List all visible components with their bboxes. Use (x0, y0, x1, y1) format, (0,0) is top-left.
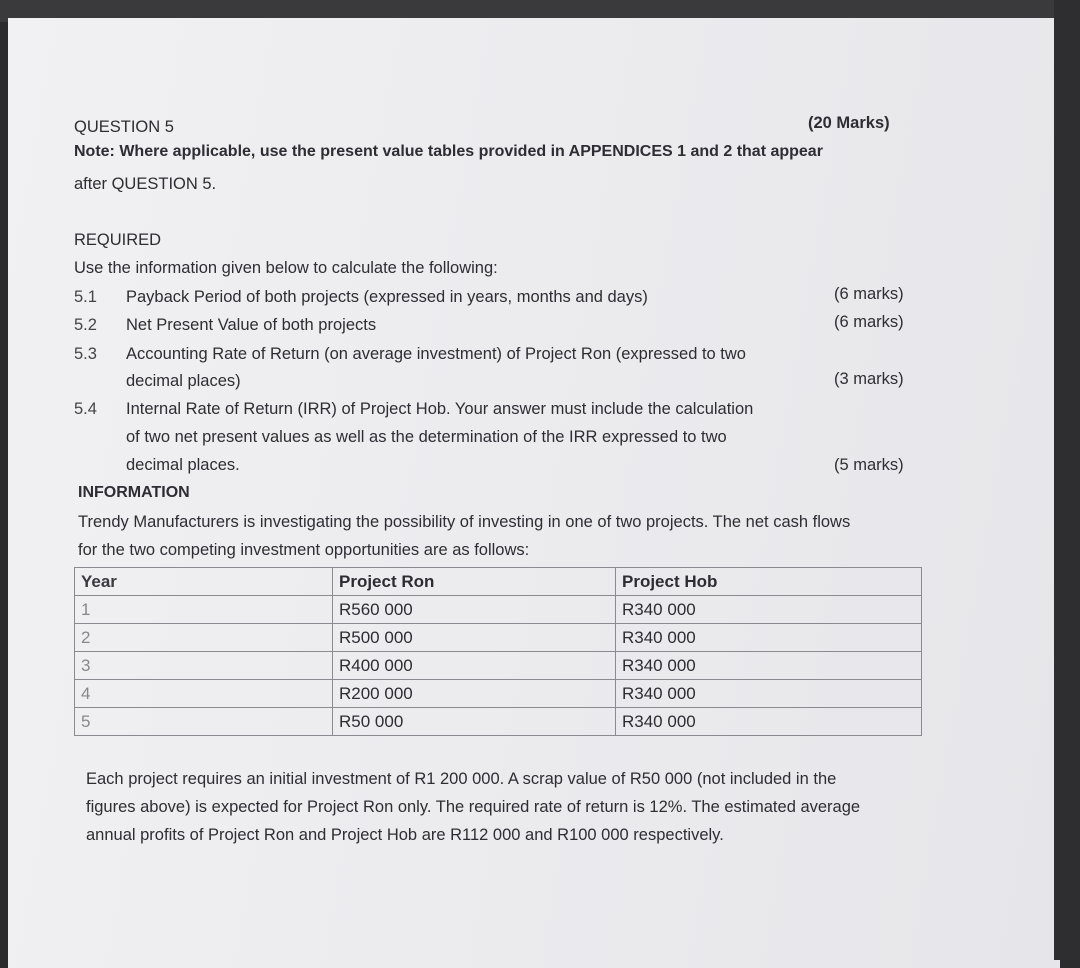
hob-cell: R340 000 (616, 708, 922, 736)
ron-cell: R400 000 (333, 652, 616, 680)
table-header-row (75, 568, 922, 596)
information-para-line-2: for the two competing investment opportunities are as follows: (78, 541, 530, 559)
item-number: 5.3 (74, 345, 97, 363)
item-text: of two net present values as well as the determination of the IRR expressed to two (126, 428, 727, 446)
table-row (75, 680, 922, 708)
hob-cell: R340 000 (616, 596, 922, 624)
item-number: 5.2 (74, 316, 97, 334)
note-line-2: after QUESTION 5. (74, 175, 217, 193)
information-para-line-1: Trendy Manufacturers is investigating the possibility of investing in one of two projects. The net cash flows (78, 513, 851, 531)
header-project-hob: Project Hob (616, 568, 922, 596)
table-row (75, 596, 922, 624)
year-cell: 5 (75, 708, 333, 736)
cash-flow-table (74, 567, 922, 736)
year-cell: 4 (75, 680, 333, 708)
item-marks: (5 marks) (834, 456, 904, 474)
item-text: Accounting Rate of Return (on average investment) of Project Ron (expressed to two (126, 345, 746, 363)
document-page (8, 18, 1060, 968)
table-row (75, 708, 922, 736)
monitor-bezel-right (1054, 0, 1080, 960)
ron-cell: R560 000 (333, 596, 616, 624)
year-cell: 3 (75, 652, 333, 680)
footer-line-3: annual profits of Project Ron and Project Hob are R112 000 and R100 000 respectively. (86, 826, 724, 844)
header-year: Year (75, 568, 333, 596)
item-text: Payback Period of both projects (expressed in years, months and days) (126, 288, 648, 306)
item-marks: (6 marks) (834, 313, 904, 331)
note-line-1: Note: Where applicable, use the present value tables provided in APPENDICES 1 and 2 that appear (74, 143, 823, 160)
ron-cell: R50 000 (333, 708, 616, 736)
year-cell: 2 (75, 624, 333, 652)
question-title: QUESTION 5 (74, 118, 174, 136)
information-heading: INFORMATION (78, 484, 190, 501)
item-text: Net Present Value of both projects (126, 316, 377, 334)
item-number: 5.4 (74, 400, 97, 418)
item-text: decimal places. (126, 456, 240, 474)
table-row (75, 624, 922, 652)
item-marks: (3 marks) (834, 370, 904, 388)
total-marks: (20 Marks) (808, 114, 890, 132)
ron-cell: R200 000 (333, 680, 616, 708)
required-intro: Use the information given below to calculate the following: (74, 259, 498, 277)
required-heading: REQUIRED (74, 231, 162, 249)
header-project-ron: Project Ron (333, 568, 616, 596)
hob-cell: R340 000 (616, 680, 922, 708)
ron-cell: R500 000 (333, 624, 616, 652)
footer-line-1: Each project requires an initial investment of R1 200 000. A scrap value of R50 000 (not included in the (86, 770, 837, 788)
table-row (75, 652, 922, 680)
hob-cell: R340 000 (616, 652, 922, 680)
item-text: Internal Rate of Return (IRR) of Project Hob. Your answer must include the calculation (126, 400, 754, 418)
footer-line-2: figures above) is expected for Project Ron only. The required rate of return is 12%. The estimated average (86, 798, 861, 816)
item-marks: (6 marks) (834, 285, 904, 303)
item-text: decimal places) (126, 372, 241, 390)
item-number: 5.1 (74, 288, 97, 306)
hob-cell: R340 000 (616, 624, 922, 652)
year-cell: 1 (75, 596, 333, 624)
